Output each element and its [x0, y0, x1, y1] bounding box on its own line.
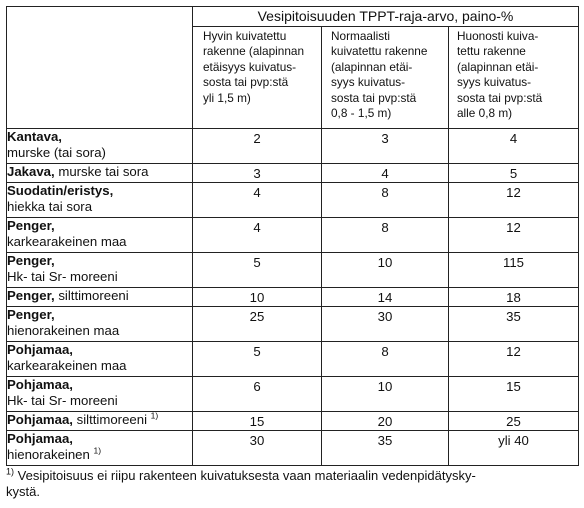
value-cell: 4	[322, 164, 449, 183]
column-header-line: etäisyys kuivatus-	[203, 59, 297, 74]
material-cell	[7, 431, 193, 466]
value-cell: 10	[322, 377, 449, 412]
table-row	[7, 342, 579, 377]
table-row	[7, 307, 579, 342]
column-header-line: 0,8 - 1,5 m)	[331, 106, 392, 121]
column-header-line: sosta tai pvp:stä	[203, 75, 289, 90]
material-description: hiekka tai sora	[7, 198, 93, 214]
value-cell: 15	[193, 412, 322, 431]
column-header-normally-drained	[322, 27, 449, 129]
column-header-line: (alapinnan etäi-	[331, 59, 413, 74]
column-header-line: yli 1,5 m)	[203, 90, 251, 105]
material-cell	[7, 218, 193, 253]
value-cell: 8	[322, 342, 449, 377]
material-description: murske (tai sora)	[7, 144, 106, 160]
value-cell: 15	[449, 377, 579, 412]
material-cell	[7, 412, 193, 431]
value-cell: 30	[322, 307, 449, 342]
value-cell: 35	[322, 431, 449, 466]
material-cell	[7, 129, 193, 164]
value-cell: 25	[193, 307, 322, 342]
table-row	[7, 288, 579, 307]
value-cell: 3	[322, 129, 449, 164]
column-header-poorly-drained	[449, 27, 579, 129]
value-cell: 12	[449, 183, 579, 218]
material-description: silttimoreeni	[76, 412, 147, 427]
column-header-line: tettu rakenne	[457, 44, 526, 59]
value-cell: 30	[193, 431, 322, 466]
material-name: Penger,	[7, 288, 55, 303]
column-header-line: Normaalisti	[331, 29, 390, 43]
value-cell: 14	[322, 288, 449, 307]
column-header-text	[449, 27, 578, 123]
material-description: hienorakeinen	[7, 446, 90, 462]
material-description: Hk- tai Sr- moreeni	[7, 392, 118, 408]
value-cell: 8	[322, 218, 449, 253]
column-header-text	[193, 27, 321, 108]
material-description: karkearakeinen maa	[7, 357, 127, 373]
value-cell: 5	[449, 164, 579, 183]
footnote-reference: 1)	[150, 410, 159, 421]
column-header-line: syys kuivatus-	[457, 75, 532, 90]
table-row	[7, 218, 579, 253]
value-cell: 18	[449, 288, 579, 307]
value-cell: 3	[193, 164, 322, 183]
material-name: Penger,	[7, 307, 55, 322]
column-header-line: sosta tai pvp:stä	[457, 90, 543, 105]
value-cell: 6	[193, 377, 322, 412]
column-header-line: syys kuivatus-	[331, 75, 406, 90]
material-description: silttimoreeni	[58, 288, 129, 303]
value-cell: 20	[322, 412, 449, 431]
value-cell: 4	[193, 218, 322, 253]
column-header-line: sosta tai pvp:stä	[331, 90, 417, 105]
column-header-well-drained	[193, 27, 322, 129]
column-header-line: alle 0,8 m)	[457, 106, 513, 121]
material-description: hienorakeinen maa	[7, 322, 120, 338]
table-row	[7, 129, 579, 164]
material-name: Pohjamaa,	[7, 377, 73, 392]
material-name: Pohjamaa,	[7, 412, 73, 427]
material-cell	[7, 183, 193, 218]
material-name: Kantava,	[7, 129, 62, 144]
material-name: Penger,	[7, 218, 55, 233]
value-cell: 2	[193, 129, 322, 164]
group-header-row	[7, 7, 579, 27]
footnote-reference: 1)	[93, 445, 102, 456]
material-description: karkearakeinen maa	[7, 233, 127, 249]
material-cell	[7, 307, 193, 342]
table-row	[7, 164, 579, 183]
table-row	[7, 412, 579, 431]
footnote-marker: 1)	[6, 466, 15, 477]
material-description: murske tai sora	[58, 164, 149, 179]
material-name: Penger,	[7, 253, 55, 268]
value-cell: 10	[322, 253, 449, 288]
group-header: Vesipitoisuuden TPPT-raja-arvo, paino-%	[193, 7, 579, 27]
table-row	[7, 431, 579, 466]
value-cell: 10	[193, 288, 322, 307]
column-header-line: rakenne (alapinnan	[203, 44, 305, 59]
material-description: Hk- tai Sr- moreeni	[7, 268, 118, 284]
column-header-line: Huonosti kuiva-	[457, 29, 539, 43]
material-name: Pohjamaa,	[7, 431, 73, 446]
footnote-line-2: kystä.	[6, 484, 40, 499]
value-cell: 12	[449, 342, 579, 377]
tppt-limit-table	[6, 6, 579, 466]
column-header-line: (alapinnan etäi-	[457, 59, 539, 74]
material-cell	[7, 164, 193, 183]
material-cell	[7, 288, 193, 307]
footnote-line-1: Vesipitoisuus ei riipu rakenteen kuivatuksesta vaan materiaalin vedenpidätysky-	[17, 468, 476, 483]
value-cell: 25	[449, 412, 579, 431]
empty-corner-cell	[7, 7, 193, 129]
column-header-line: Hyvin kuivatettu	[203, 29, 287, 43]
table-row	[7, 253, 579, 288]
value-cell: 35	[449, 307, 579, 342]
value-cell: 8	[322, 183, 449, 218]
value-cell: yli 40	[449, 431, 579, 466]
table-row	[7, 377, 579, 412]
value-cell: 12	[449, 218, 579, 253]
table-row	[7, 183, 579, 218]
column-header-text	[322, 27, 448, 123]
value-cell: 5	[193, 342, 322, 377]
value-cell: 4	[193, 183, 322, 218]
material-name: Jakava,	[7, 164, 55, 179]
material-name: Pohjamaa,	[7, 342, 73, 357]
material-name: Suodatin/eristys,	[7, 183, 114, 198]
value-cell: 4	[449, 129, 579, 164]
material-cell	[7, 253, 193, 288]
footnote	[6, 468, 578, 500]
value-cell: 5	[193, 253, 322, 288]
value-cell: 115	[449, 253, 579, 288]
material-cell	[7, 342, 193, 377]
column-header-line: kuivatettu rakenne	[331, 44, 428, 59]
material-cell	[7, 377, 193, 412]
